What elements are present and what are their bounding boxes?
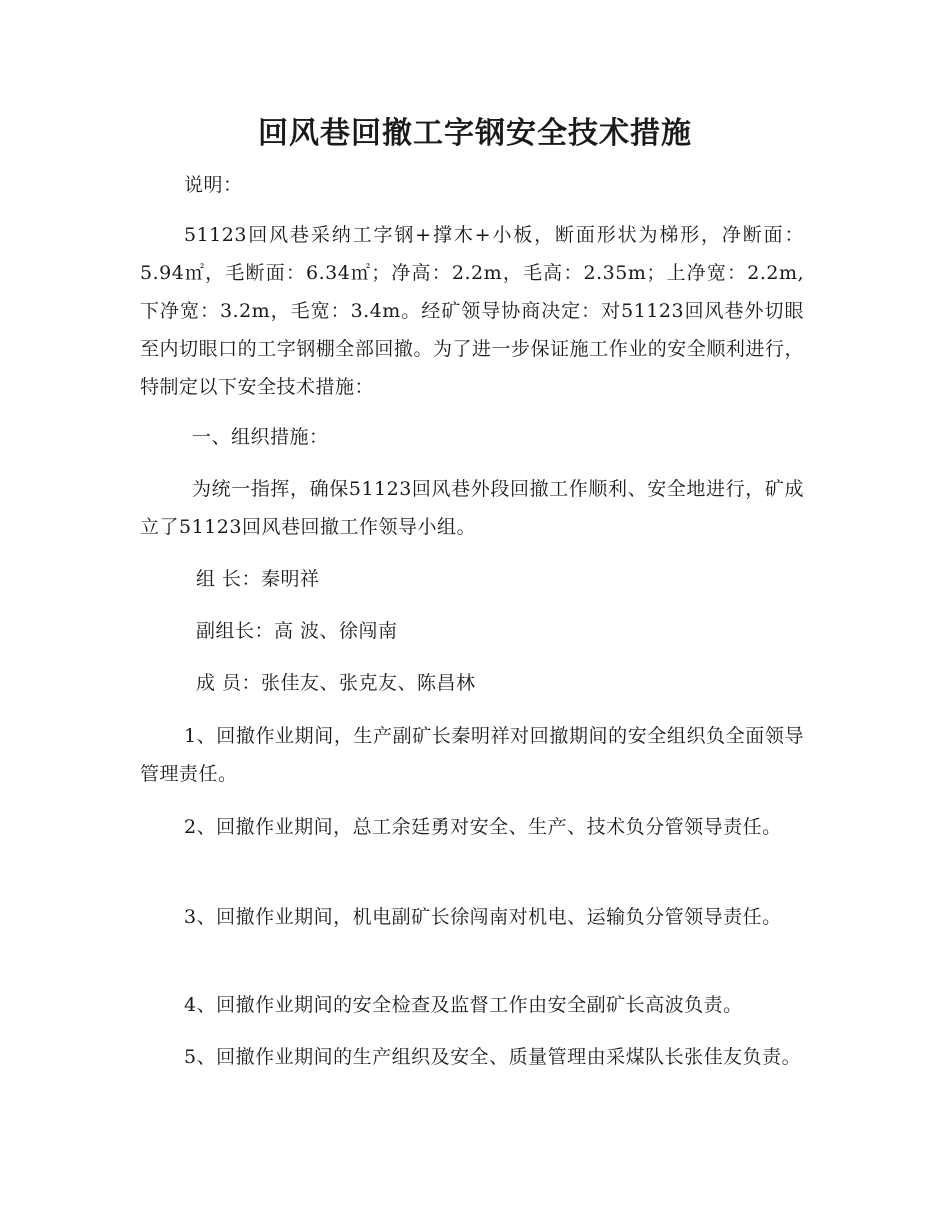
- roster-members: 成 员：张佳友、张克友、陈昌林: [196, 672, 476, 694]
- section1-paragraph: 为统一指挥，确保51123回风巷外段回撤工作顺利、安全地进行，矿成立了51123回风巷回撤工作领导小组。: [140, 478, 804, 538]
- list-item: 2、回撤作业期间，总工余廷勇对安全、生产、技术负分管领导责任。: [184, 816, 782, 838]
- intro-heading: 说明：: [184, 174, 243, 196]
- intro-paragraph: 51123回风巷采纳工字钢+撑木+小板，断面形状为梯形，净断面：5.94㎡，毛断面：6.34㎡；净高：2.2m，毛高：2.35m；上净宽：2.2m,下净宽：3.2m，毛宽：3.4m。经矿领导协商决定：对51123回风巷外切眼至内切眼口的工字钢棚全部回撤。为了进一步保证施工作业的安全顺利进行，特制定以下安全技术措施：: [140, 224, 804, 398]
- list-item: 4、回撤作业期间的安全检查及监督工作由安全副矿长高波负责。: [184, 994, 743, 1016]
- list-item: 1、回撤作业期间，生产副矿长秦明祥对回撤期间的安全组织负全面领导管理责任。: [140, 725, 804, 785]
- section1-heading: 一、组织措施：: [192, 426, 329, 448]
- roster-deputy: 副组长：高 波、徐闯南: [196, 620, 398, 642]
- document-title: 回风巷回撤工字钢安全技术措施: [258, 116, 692, 151]
- list-item: 3、回撤作业期间，机电副矿长徐闯南对机电、运输负分管领导责任。: [184, 906, 782, 928]
- roster-leader: 组 长：秦明祥: [196, 568, 320, 590]
- list-item: 5、回撤作业期间的生产组织及安全、质量管理由采煤队长张佳友负责。: [184, 1046, 802, 1068]
